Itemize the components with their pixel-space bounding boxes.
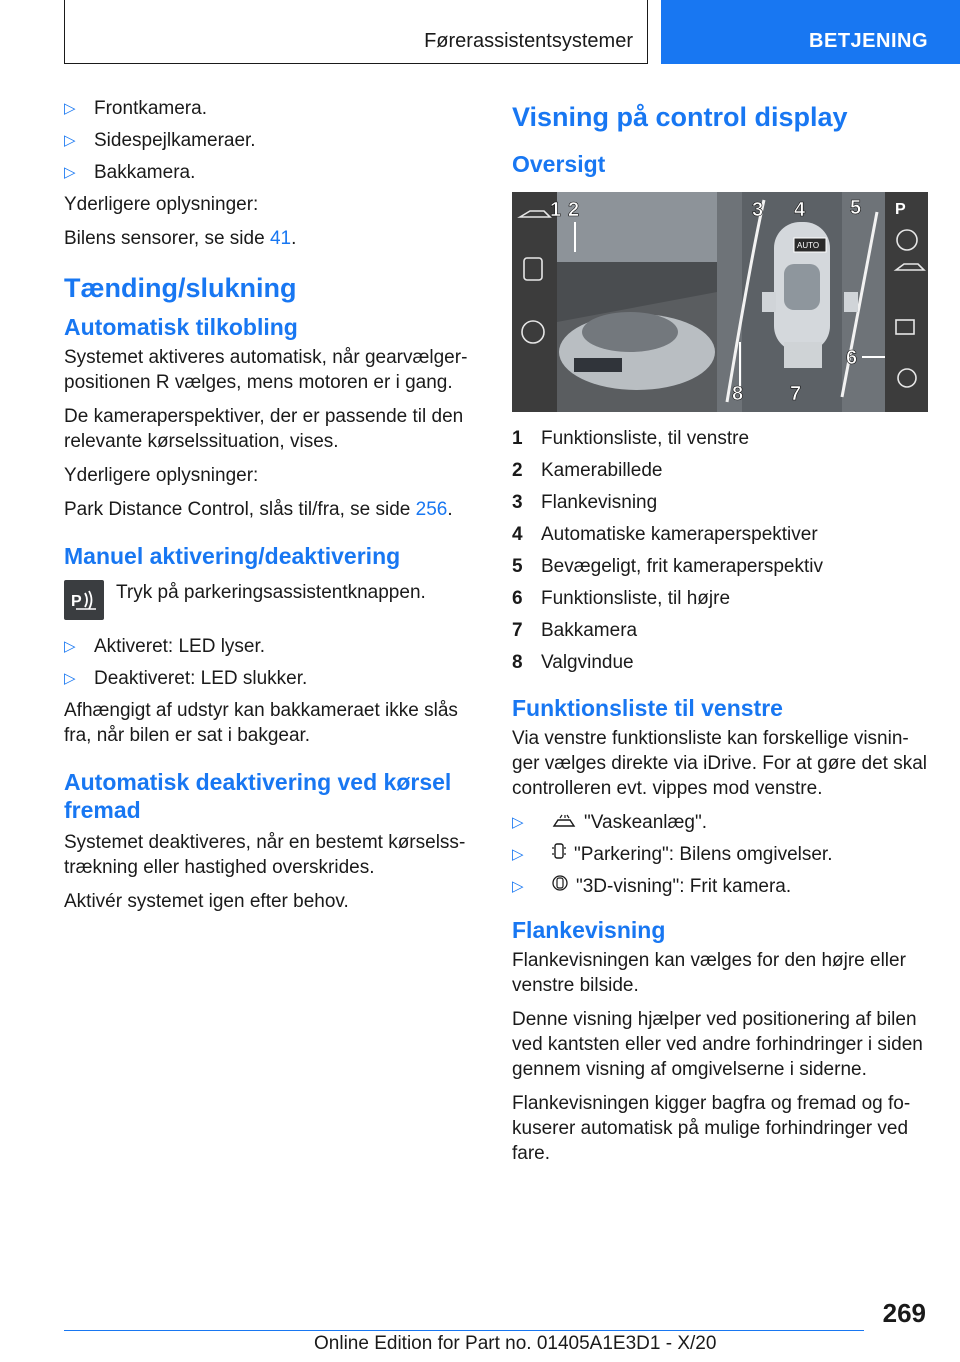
func-item-parking <box>512 842 928 867</box>
paragraph-auto-off: Systemet deaktiveres, når en bestemt kørselsstrækning eller hastighed overskrides. <box>64 832 466 878</box>
sensors-reference-text: Bilens sensorer, se side <box>64 228 270 249</box>
more-info-label: Yderligere oplysninger: <box>64 194 259 215</box>
bullet-text: Bakkamera. <box>94 162 196 183</box>
bullet-item <box>64 634 468 659</box>
figure-label-3: 3 <box>752 199 764 221</box>
page-number: 269 <box>882 1298 926 1328</box>
heading-auto-on: Automatisk tilkobling <box>64 314 298 340</box>
legend-text: Automatiske kameraperspektiver <box>541 524 818 545</box>
figure-label-2: 2 <box>568 199 580 221</box>
page-link-256[interactable]: 256 <box>415 499 448 520</box>
triangle-bullet-icon: ▷ <box>512 846 524 863</box>
button-instruction: Tryk på parkeringsassistentknappen. <box>116 582 426 603</box>
legend-item <box>512 554 928 579</box>
bullet-text: Deaktiveret: LED slukker. <box>94 668 308 689</box>
bullet-item <box>64 96 468 121</box>
figure-label-7: 7 <box>790 383 802 405</box>
left-column <box>64 96 468 923</box>
figure-label-8: 8 <box>732 383 744 405</box>
func-item-text: "Parkering": Bilens omgivelser. <box>574 844 833 865</box>
right-column <box>512 96 928 1175</box>
washer-icon <box>552 810 576 835</box>
heading-auto-off: Automatisk deaktivering ved kørsel fremad <box>64 769 452 823</box>
bullet-text: Aktiveret: LED lyser. <box>94 636 266 657</box>
legend-item <box>512 426 928 451</box>
legend-text: Funktionsliste, til højre <box>541 588 731 609</box>
figure-label-6: 6 <box>846 347 858 369</box>
legend-number: 5 <box>512 556 523 577</box>
figure-label-4: 4 <box>794 199 806 221</box>
legend-item <box>512 458 928 483</box>
bullet-text: Frontkamera. <box>94 98 207 119</box>
paragraph-flank-1: Flankevisningen kan vælges for den højre eller venstre bilside. <box>512 950 906 996</box>
legend-text: Funktionsliste, til venstre <box>541 428 750 449</box>
func-item-3d <box>512 874 928 899</box>
legend-number: 2 <box>512 460 523 481</box>
legend-text: Flankevisning <box>541 492 658 513</box>
pdc-reference-text: Park Distance Control, slås til/fra, se side <box>64 499 416 520</box>
heading-manual: Manuel aktivering/deaktivering <box>64 543 401 569</box>
legend-item <box>512 586 928 611</box>
legend-number: 8 <box>512 652 523 673</box>
func-item-text: "3D-visning": Frit kamera. <box>576 876 792 897</box>
figure-legend <box>512 426 928 675</box>
legend-item <box>512 522 928 547</box>
bullet-item <box>64 160 468 185</box>
page-link-41[interactable]: 41 <box>269 228 292 249</box>
legend-item <box>512 618 928 643</box>
figure-auto-tag: AUTO <box>797 241 820 250</box>
bullet-text: Sidespejlkameraer. <box>94 130 256 151</box>
sensors-reference-end: . <box>291 228 297 249</box>
triangle-bullet-icon: ▷ <box>512 814 524 831</box>
triangle-bullet-icon: ▷ <box>64 638 76 655</box>
heading-overview: Oversigt <box>512 151 606 177</box>
paragraph-flank-2: Denne visning hjælper ved positionering af bilen ved kantsten eller ved andre forhindringer i siden gennem visning af omgivelserne i siderne. <box>512 1009 923 1080</box>
header-section-title: Førerassistentsystemer <box>424 30 633 52</box>
control-display-figure <box>512 192 928 412</box>
svg-text:P: P <box>71 593 82 610</box>
parking-button-row <box>64 580 468 620</box>
header-chapter-box <box>661 0 960 64</box>
func-item-washer <box>512 810 928 835</box>
more-info-label: Yderligere oplysninger: <box>64 465 259 486</box>
figure-label-1: 1 <box>550 199 562 221</box>
paragraph-func-left: Via venstre funktionsliste kan forskellige visninger vælges direkte via iDrive. For at gøre det skal controlleren evt. vippes mod venstre. <box>512 728 927 799</box>
legend-item <box>512 650 928 675</box>
pdc-reference <box>64 497 468 522</box>
parking-view-icon <box>552 842 566 867</box>
sensors-reference <box>64 226 468 251</box>
triangle-bullet-icon: ▷ <box>64 670 76 687</box>
heading-flank: Flankevisning <box>512 917 666 943</box>
paragraph-reactivate: Aktivér systemet igen efter behov. <box>64 891 349 912</box>
paragraph-perspectives: De kameraperspektiver, der er passende til den relevante kørselssituation, vises. <box>64 406 464 452</box>
footer-edition: Online Edition for Part no. 01405A1E3D1 - X/20 <box>314 1333 717 1354</box>
header-chapter-title: BETJENING <box>809 30 928 52</box>
svg-text:P: P <box>895 201 906 218</box>
bullet-item <box>64 128 468 153</box>
pdc-reference-end: . <box>447 499 453 520</box>
heading-func-left: Funktionsliste til venstre <box>512 695 783 721</box>
legend-text: Kamerabillede <box>541 460 663 481</box>
legend-text: Bakkamera <box>541 620 638 641</box>
figure-label-5: 5 <box>850 197 862 219</box>
triangle-bullet-icon: ▷ <box>512 878 524 895</box>
triangle-bullet-icon: ▷ <box>64 100 76 117</box>
legend-text: Valgvindue <box>541 652 634 673</box>
header-section-box <box>64 0 648 64</box>
paragraph-auto-on: Systemet aktiveres automatisk, når gearvælgerpositionen R vælges, mens motoren er i gang. <box>64 347 468 393</box>
3d-view-icon <box>552 874 568 899</box>
legend-number: 6 <box>512 588 523 609</box>
legend-number: 7 <box>512 620 523 641</box>
legend-number: 3 <box>512 492 523 513</box>
bullet-item <box>64 666 468 691</box>
paragraph-flank-3: Flankevisningen kigger bagfra og fremad og fokuserer automatisk på mulige forhindringer ved fare. <box>512 1093 911 1164</box>
legend-number: 4 <box>512 524 523 545</box>
legend-item <box>512 490 928 515</box>
paragraph-equipment: Afhængigt af udstyr kan bakkameraet ikke slås fra, når bilen er sat i bakgear. <box>64 700 458 746</box>
triangle-bullet-icon: ▷ <box>64 164 76 181</box>
heading-taending: Tænding/slukning <box>64 273 297 303</box>
footer-divider <box>64 1330 864 1331</box>
heading-display: Visning på control display <box>512 102 848 132</box>
func-item-text: "Vaskeanlæg". <box>584 812 707 833</box>
triangle-bullet-icon: ▷ <box>64 132 76 149</box>
parking-assist-button-icon <box>64 580 104 620</box>
legend-number: 1 <box>512 428 523 449</box>
legend-text: Bevægeligt, frit kameraperspektiv <box>541 556 823 577</box>
